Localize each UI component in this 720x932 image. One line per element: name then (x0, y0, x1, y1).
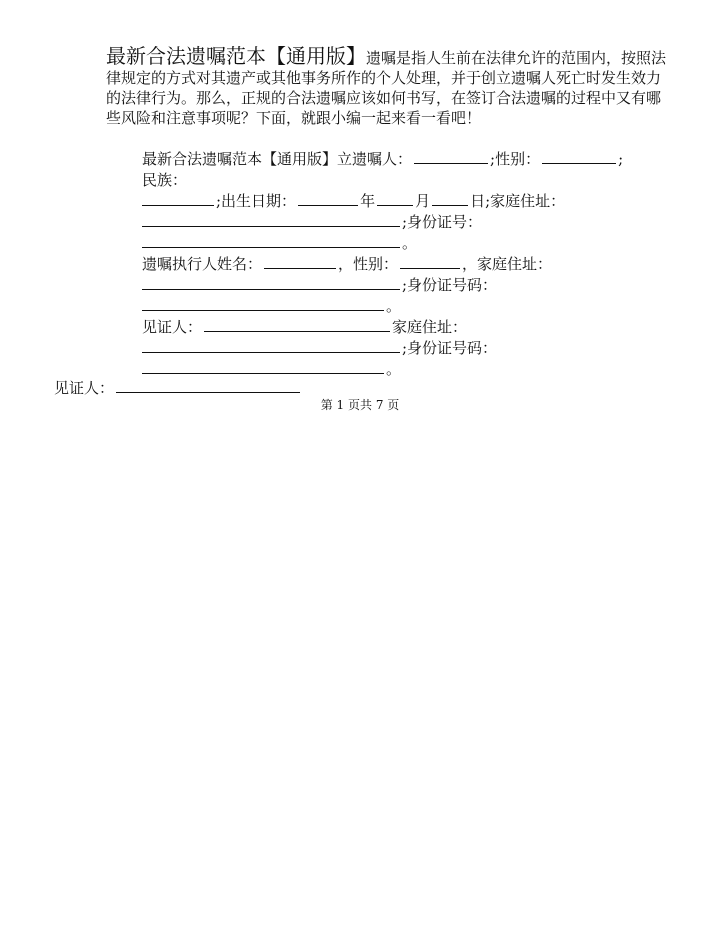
executor-id-blank[interactable] (142, 296, 384, 311)
home-address-label: ;家庭住址： (485, 192, 566, 210)
second-witness-label: 见证人： (54, 379, 115, 397)
witness-id-period: 。 (386, 360, 402, 378)
document-title: 最新合法遗嘱范本【通用版】 (106, 44, 366, 68)
gender-blank[interactable] (542, 149, 616, 164)
executor-gender-blank[interactable] (400, 254, 460, 269)
executor-id-label: ;身份证号码： (402, 276, 498, 294)
executor-name-label: 遗嘱执行人姓名： (142, 255, 263, 273)
testator-row (142, 149, 623, 169)
executor-name-blank[interactable] (264, 254, 336, 269)
intro-text: 遗嘱是指人生前在法律允许的范围内，按照法律规定的方式对其遗产或其他事务所作的个人处理，并于创立遗嘱人死亡时发生效力的法律行为。那么，正规的合法遗嘱应该如何书写，在签订合法遗嘱的过程中又有哪些风险和注意事项呢？下面，就跟小编一起来看一看吧！ (106, 49, 667, 127)
day-label: 日 (470, 192, 486, 210)
id-number-row (142, 233, 417, 253)
witness-label: 见证人： (142, 318, 203, 336)
ethnicity-row (142, 170, 187, 190)
witness-row (142, 317, 467, 337)
executor-address-blank[interactable] (142, 275, 400, 290)
witness-name-blank[interactable] (204, 317, 390, 332)
witness-address-blank[interactable] (142, 338, 400, 353)
executor-id-period: 。 (386, 297, 402, 315)
witness-id-label: ;身份证号码： (402, 339, 498, 357)
witness-id-blank[interactable] (142, 359, 384, 374)
witness-id-row (142, 359, 401, 379)
ethnicity-blank[interactable] (142, 191, 214, 206)
dob-row (142, 191, 565, 211)
gender-label: ;性别： (490, 150, 541, 168)
id-number-blank[interactable] (142, 233, 400, 248)
executor-row (142, 254, 552, 274)
executor-id-row (142, 296, 401, 316)
day-blank[interactable] (432, 191, 468, 206)
intro-paragraph (106, 46, 666, 128)
month-label: 月 (415, 192, 431, 210)
executor-gender-label: ，性别： (338, 255, 399, 273)
second-witness-row (54, 378, 302, 398)
executor-address-row (142, 275, 497, 295)
witness-address-label: 家庭住址： (392, 318, 468, 336)
month-blank[interactable] (377, 191, 413, 206)
witness-address-row (142, 338, 497, 358)
home-address-blank[interactable] (142, 212, 400, 227)
trailing-semicolon: ; (618, 150, 624, 168)
id-number-label: ;身份证号： (402, 213, 483, 231)
page-footer: 第 1 页共 7 页 (320, 398, 400, 412)
year-label: 年 (360, 192, 376, 210)
id-period: 。 (402, 234, 418, 252)
ethnicity-label: 民族： (142, 171, 188, 189)
testator-label: 最新合法遗嘱范本【通用版】立遗嘱人： (142, 150, 413, 168)
executor-address-label: ，家庭住址： (462, 255, 553, 273)
testator-name-blank[interactable] (414, 149, 488, 164)
second-witness-blank[interactable] (116, 378, 300, 393)
year-blank[interactable] (298, 191, 358, 206)
address-row (142, 212, 482, 232)
dob-label: ;出生日期： (216, 192, 297, 210)
